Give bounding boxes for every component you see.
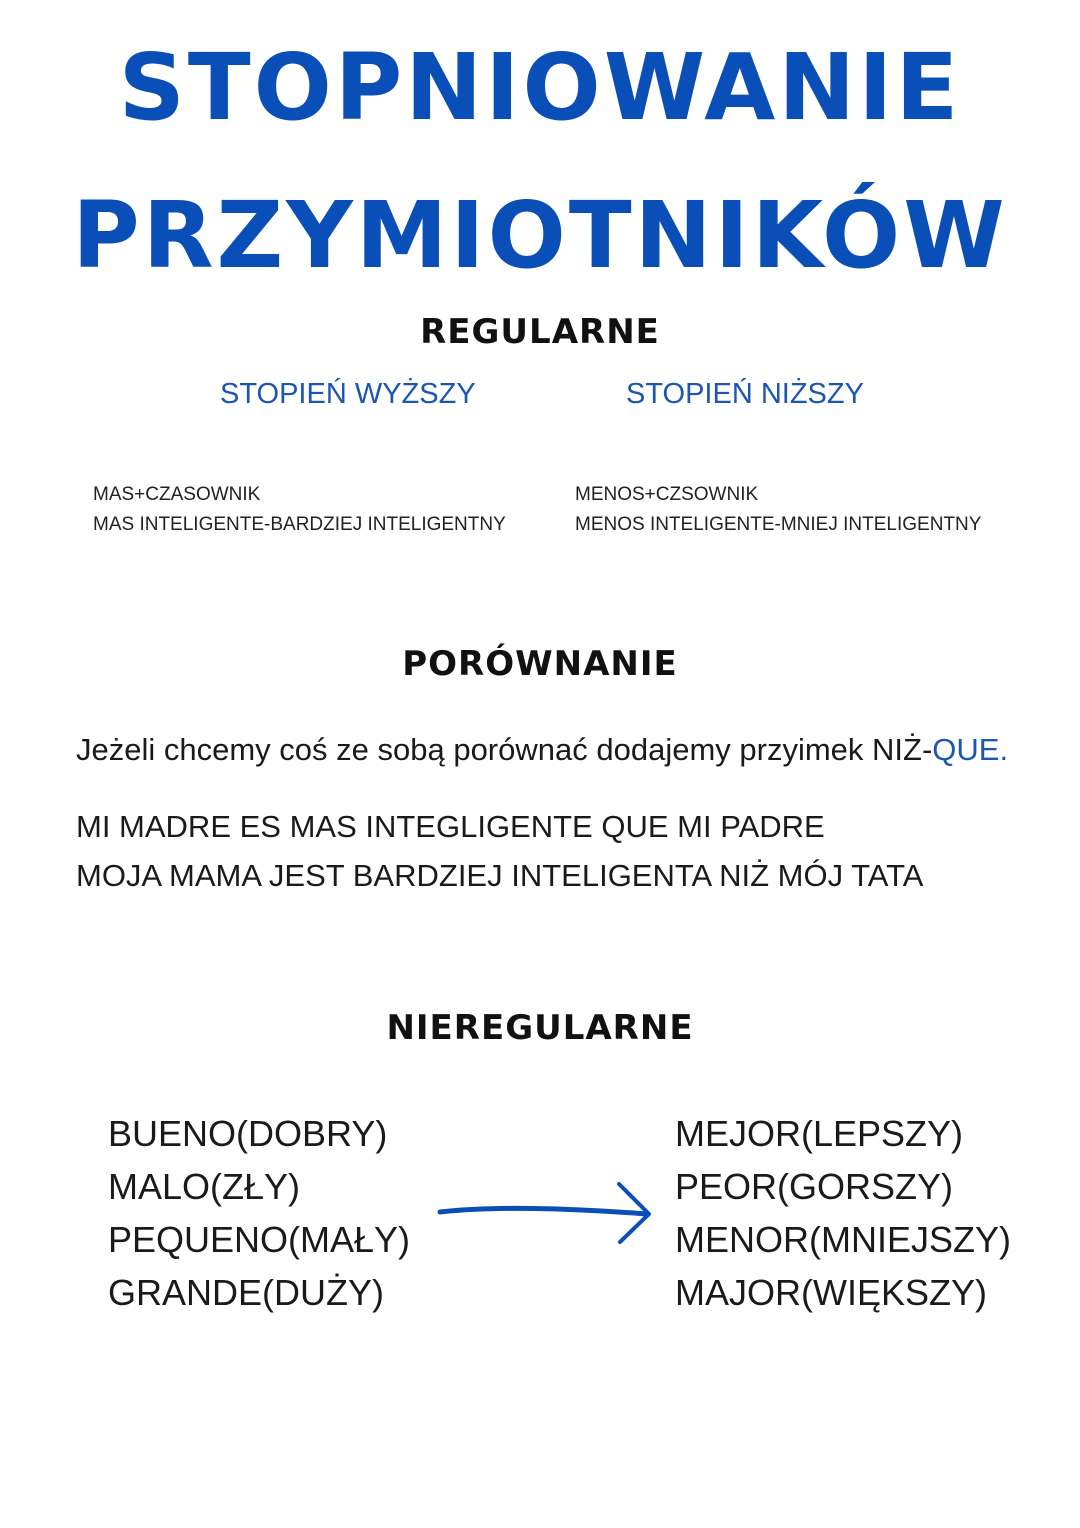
list-item: MEJOR(LEPSZY) bbox=[675, 1113, 964, 1154]
list-item: MENOR(MNIEJSZY) bbox=[675, 1219, 1011, 1260]
comparison-sentence bbox=[76, 732, 1008, 768]
comparison-example-spanish: MI MADRE ES MAS INTEGLIGENTE QUE MI PADRE bbox=[76, 809, 825, 844]
higher-degree-example: MAS INTELIGENTE-BARDZIEJ INTELIGENTNY bbox=[93, 514, 506, 535]
title-line-1: STOPNIOWANIE bbox=[118, 34, 962, 141]
arrow-right-icon bbox=[436, 1178, 656, 1248]
lower-degree-label: STOPIEŃ NIŻSZY bbox=[626, 378, 864, 410]
list-item: BUENO(DOBRY) bbox=[108, 1113, 388, 1154]
comparison-example-polish: MOJA MAMA JEST BARDZIEJ INTELIGENTA NIŻ MÓJ TATA bbox=[76, 858, 924, 893]
lower-degree-example: MENOS INTELIGENTE-MNIEJ INTELIGENTNY bbox=[575, 514, 982, 535]
list-item: PEOR(GORSZY) bbox=[675, 1166, 954, 1207]
higher-degree-rule: MAS+CZASOWNIK bbox=[93, 484, 261, 505]
regular-heading: REGULARNE bbox=[420, 312, 660, 352]
list-item: GRANDE(DUŻY) bbox=[108, 1272, 384, 1313]
list-item: PEQUENO(MAŁY) bbox=[108, 1219, 411, 1260]
title-line-2: PRZYMIOTNIKÓW bbox=[72, 182, 1008, 289]
irregular-heading: NIEREGULARNE bbox=[386, 1008, 694, 1048]
comparison-sentence-accent: QUE. bbox=[932, 732, 1009, 767]
comparison-heading: PORÓWNANIE bbox=[402, 644, 678, 684]
higher-degree-label: STOPIEŃ WYŻSZY bbox=[220, 378, 476, 410]
higher-degree-block bbox=[93, 480, 506, 540]
lower-degree-rule: MENOS+CZSOWNIK bbox=[575, 484, 759, 505]
comparison-sentence-main: Jeżeli chcemy coś ze sobą porównać dodajemy przyimek NIŻ- bbox=[76, 732, 933, 767]
irregular-comparative-list bbox=[675, 1107, 1011, 1319]
list-item: MALO(ZŁY) bbox=[108, 1166, 301, 1207]
list-item: MAJOR(WIĘKSZY) bbox=[675, 1272, 987, 1313]
irregular-base-list bbox=[108, 1107, 410, 1319]
lower-degree-block bbox=[575, 480, 981, 540]
